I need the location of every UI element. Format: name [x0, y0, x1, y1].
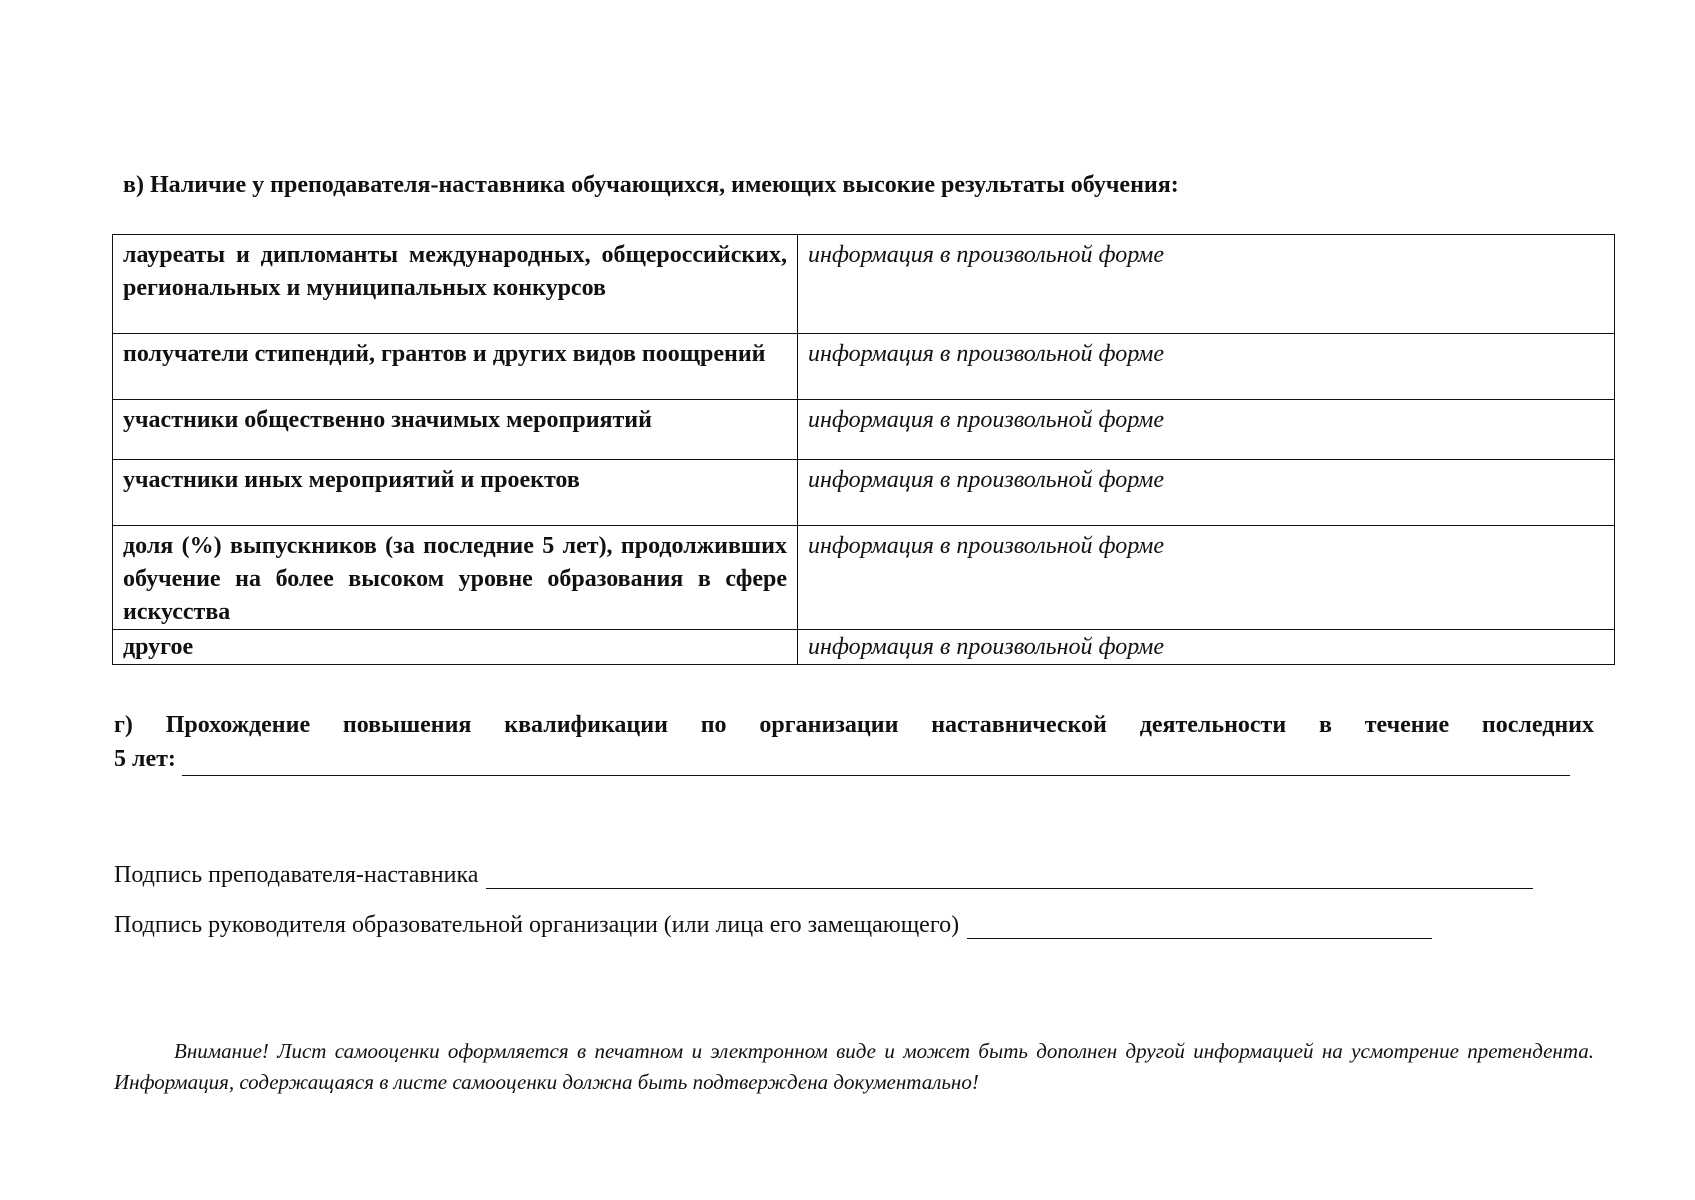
section-g-heading	[114, 708, 1594, 776]
qualification-fill-line[interactable]	[182, 749, 1570, 776]
category-cell: другое	[113, 630, 798, 665]
mentor-signature-line[interactable]	[486, 862, 1533, 889]
head-signature-line[interactable]	[967, 912, 1432, 939]
results-table	[112, 234, 1615, 665]
category-cell: участники иных мероприятий и проектов	[113, 460, 798, 526]
section-g-heading-line1: г) Прохождение повышения квалификации по организации наставнической деятельности в течение последних	[114, 712, 1594, 738]
mentor-signature-label: Подпись преподавателя-наставника	[114, 862, 479, 888]
category-cell: участники общественно значимых мероприятий	[113, 400, 798, 460]
table-row	[113, 630, 1615, 665]
category-cell: доля (%) выпускников (за последние 5 лет), продолживших обучение на более высоком уровне образования в сфере искусства	[113, 526, 798, 630]
section-v-heading: в) Наличие у преподавателя-наставника обучающихся, имеющих высокие результаты обучения:	[123, 172, 1179, 198]
head-signature-label: Подпись руководителя образовательной организации (или лица его замещающего)	[114, 912, 960, 938]
attention-note: Внимание! Лист самооценки оформляется в печатном и электронном виде и может быть дополнен другой информацией на усмотрение претендента. Информация, содержащаяся в листе самооценки должна быть подтверждена документально!	[114, 1039, 1594, 1094]
table-row	[113, 400, 1615, 460]
info-cell[interactable]: информация в произвольной форме	[798, 235, 1615, 334]
section-g-heading-line2: 5 лет:	[114, 746, 176, 772]
info-cell[interactable]: информация в произвольной форме	[798, 400, 1615, 460]
category-cell: получатели стипендий, грантов и других видов поощрений	[113, 334, 798, 400]
info-cell[interactable]: информация в произвольной форме	[798, 526, 1615, 630]
table-row	[113, 334, 1615, 400]
head-signature-row	[114, 912, 1432, 939]
table-row	[113, 526, 1615, 630]
table-row	[113, 460, 1615, 526]
info-cell[interactable]: информация в произвольной форме	[798, 334, 1615, 400]
category-cell: лауреаты и дипломанты международных, общероссийских, региональных и муниципальных конкурсов	[113, 235, 798, 334]
table-row	[113, 235, 1615, 334]
info-cell[interactable]: информация в произвольной форме	[798, 460, 1615, 526]
info-cell[interactable]: информация в произвольной форме	[798, 630, 1615, 665]
mentor-signature-row	[114, 862, 1533, 889]
